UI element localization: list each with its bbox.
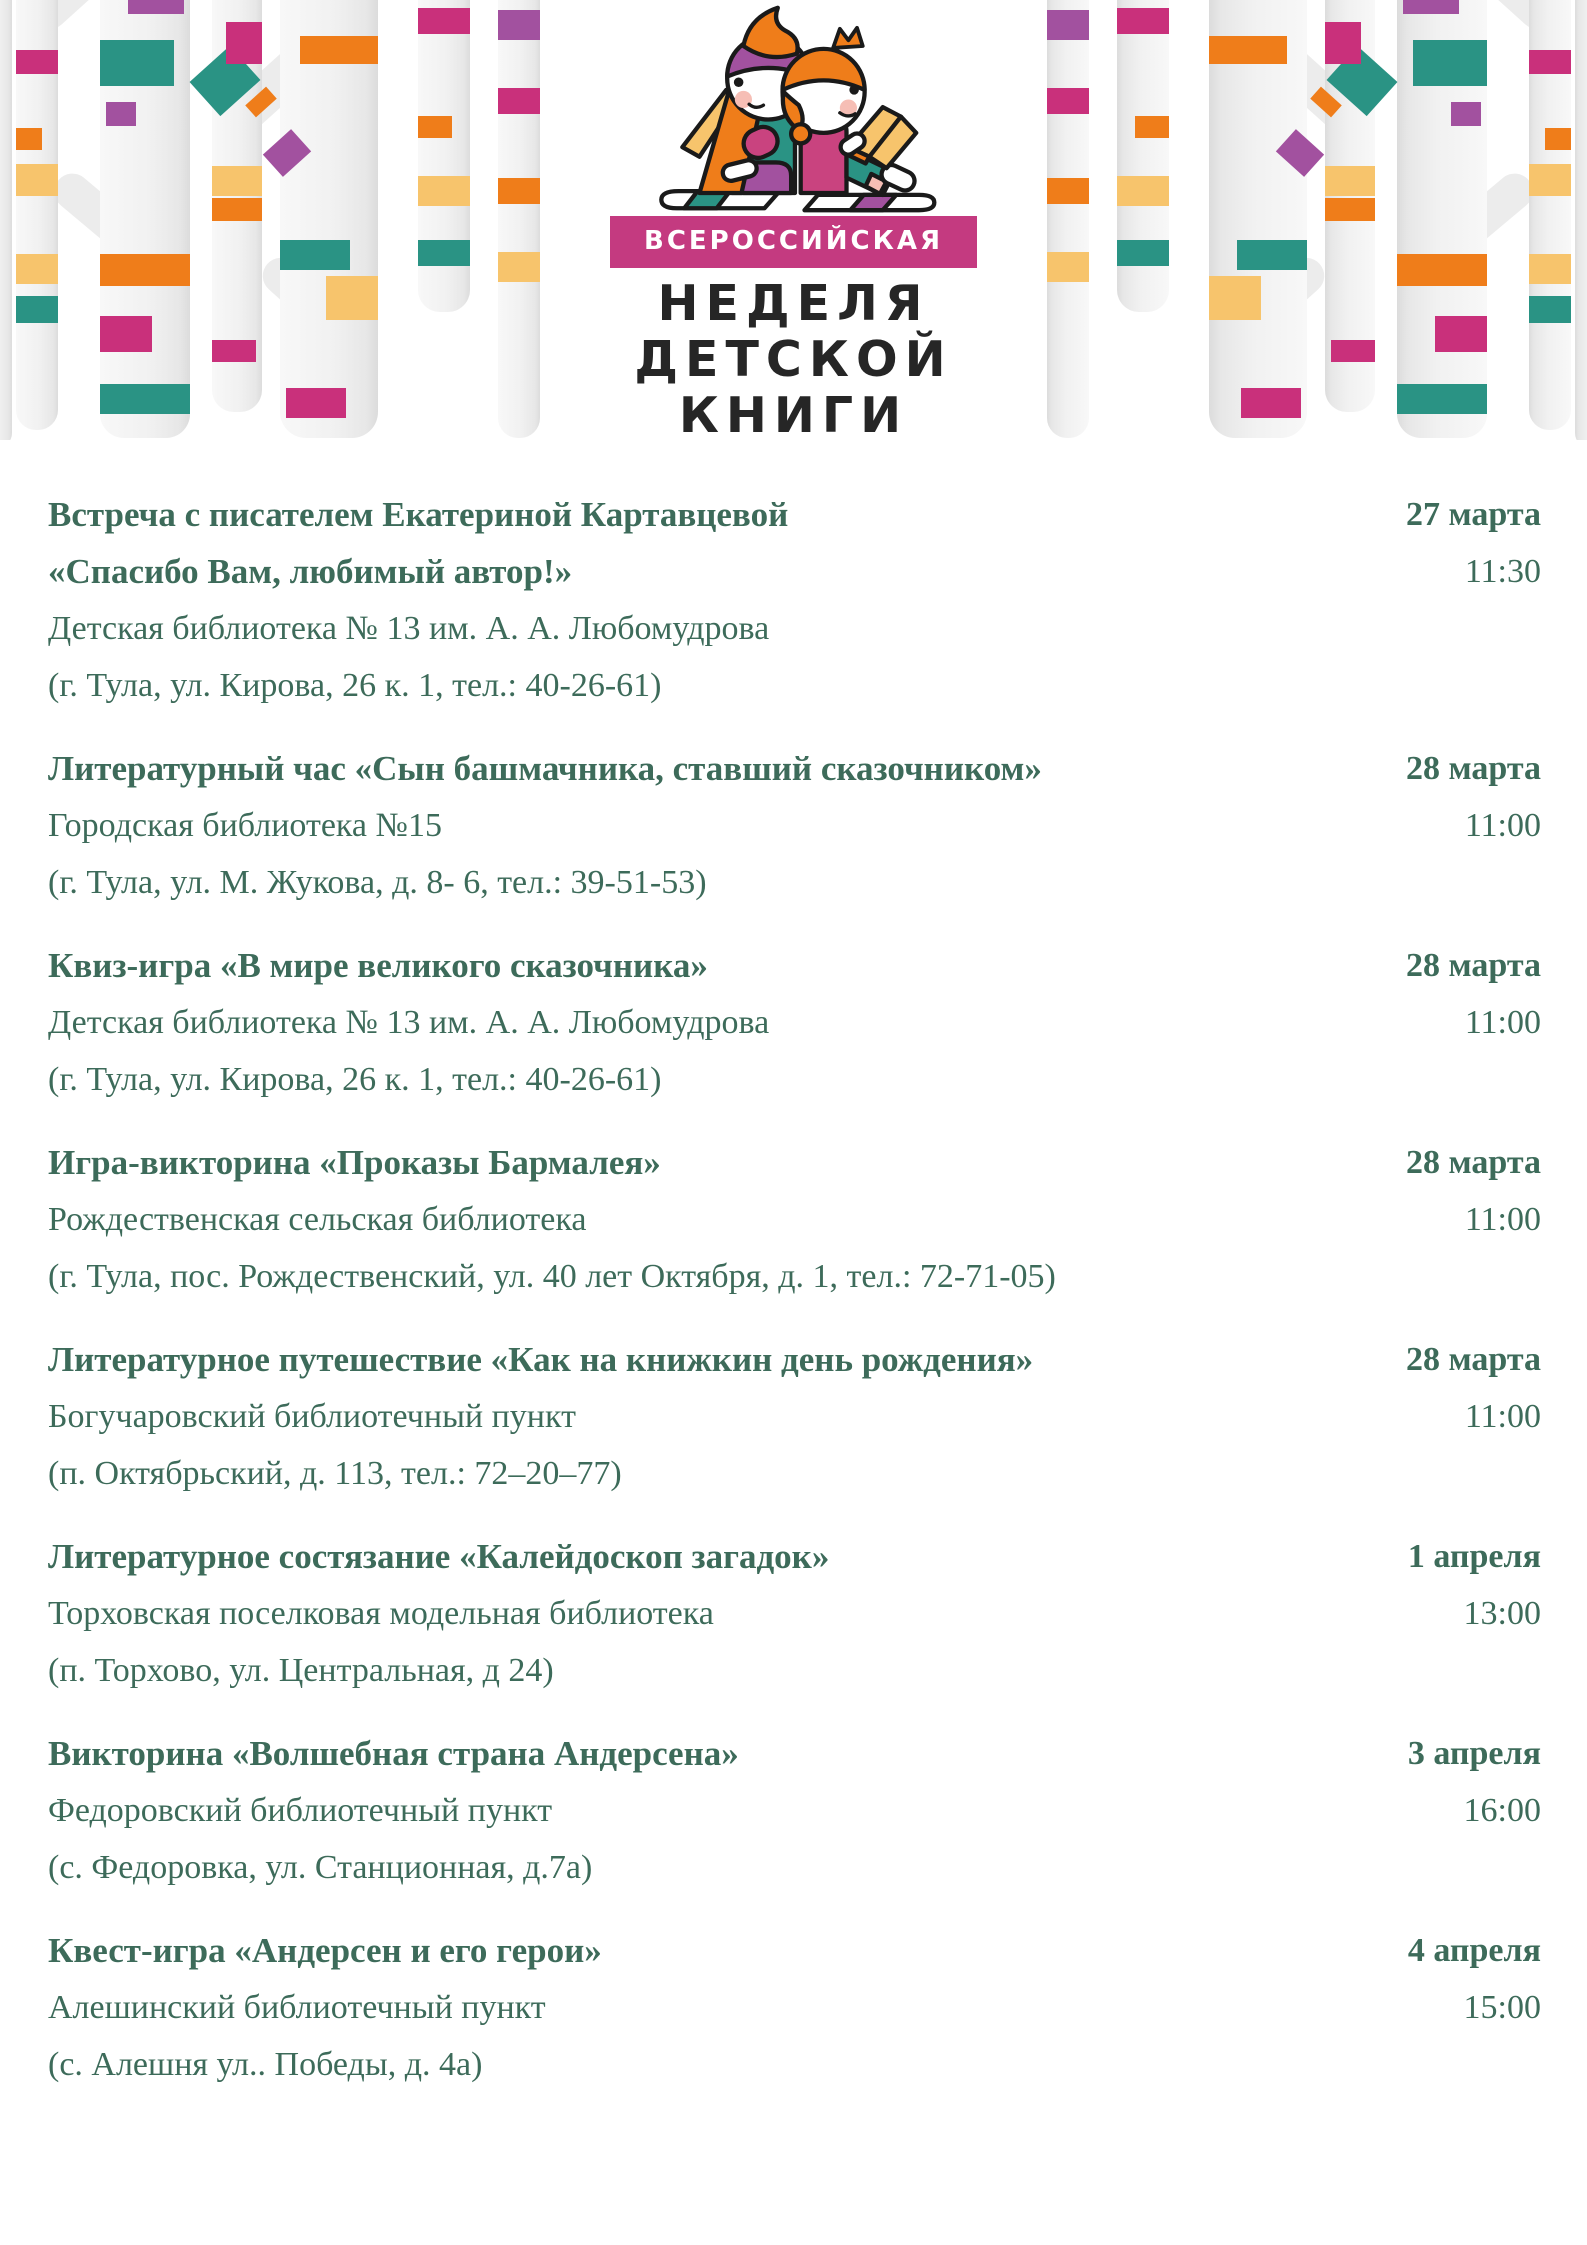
event-details (48, 1134, 1346, 1305)
event-address: (с. Федоровка, ул. Станционная, д.7а) (48, 1849, 593, 1886)
event-date: 1 апреля (1407, 1538, 1541, 1575)
event-title: Литературное путешествие «Как на книжкин день рождения» (48, 1340, 1034, 1379)
event-date: 28 марта (1405, 947, 1541, 984)
event-time: 13:00 (1463, 1595, 1541, 1632)
event-when (1346, 1528, 1541, 1642)
event-when (1346, 486, 1541, 600)
event-time: 15:00 (1463, 1989, 1541, 2026)
event-row (48, 740, 1541, 911)
event-address: (г. Тула, пос. Рождественский, ул. 40 лет Октября, д. 1, тел.: 72-71-05) (48, 1258, 1056, 1295)
event-date: 3 апреля (1407, 1735, 1541, 1772)
event-row (48, 486, 1541, 714)
logo-title-line-3: КНИГИ (678, 387, 909, 444)
birch-pattern-left (0, 0, 545, 440)
header (0, 0, 1587, 446)
event-venue: Богучаровский библиотечный пункт (48, 1398, 576, 1435)
event-row (48, 1134, 1541, 1305)
birch-pattern-right (1042, 0, 1587, 440)
event-date: 27 марта (1405, 496, 1541, 533)
birch-trees-illustration (1042, 0, 1587, 440)
event-when (1346, 740, 1541, 854)
event-venue: Детская библиотека № 13 им. А. А. Любомудрова (48, 1004, 770, 1041)
birch-trees-illustration (0, 0, 545, 440)
event-details (48, 1922, 1346, 2093)
event-row (48, 1331, 1541, 1502)
event-venue: Рождественская сельская библиотека (48, 1201, 587, 1238)
badge-vserossiyskaya: ВСЕРОССИЙСКАЯ (610, 216, 977, 268)
event-when (1346, 1134, 1541, 1248)
event-title: Встреча с писателем Екатериной Картавцевой (48, 495, 789, 534)
event-title: Викторина «Волшебная страна Андерсена» (48, 1734, 739, 1773)
event-address: (г. Тула, ул. Кирова, 26 к. 1, тел.: 40-26-61) (48, 1061, 662, 1098)
children-reading-logo-icon (632, 4, 956, 214)
event-venue: Городская библиотека №15 (48, 807, 442, 844)
logo-title (514, 276, 1074, 444)
event-time: 11:00 (1464, 1201, 1541, 1238)
events-list (0, 446, 1587, 2093)
event-time: 16:00 (1463, 1792, 1541, 1829)
event-row (48, 1528, 1541, 1699)
event-row (48, 1922, 1541, 2093)
event-venue: Детская библиотека № 13 им. А. А. Любомудрова (48, 610, 770, 647)
event-row (48, 937, 1541, 1108)
event-when (1346, 1331, 1541, 1445)
event-details (48, 486, 1346, 714)
event-address: (п. Октябрьский, д. 113, тел.: 72–20–77) (48, 1455, 622, 1492)
event-details (48, 1725, 1346, 1896)
event-date: 28 марта (1405, 1144, 1541, 1181)
event-address: (г. Тула, ул. Кирова, 26 к. 1, тел.: 40-26-61) (48, 667, 662, 704)
event-title-line-2: «Спасибо Вам, любимый автор!» (48, 552, 573, 591)
event-title: Литературный час «Сын башмачника, ставший сказочником» (48, 749, 1042, 788)
event-details (48, 740, 1346, 911)
event-title: Литературное состязание «Калейдоскоп загадок» (48, 1537, 830, 1576)
logo-title-line-2: ДЕТСКОЙ (634, 331, 953, 388)
event-address: (г. Тула, ул. М. Жукова, д. 8- 6, тел.: 39-51-53) (48, 864, 707, 901)
event-title: Игра-викторина «Проказы Бармалея» (48, 1143, 661, 1182)
event-details (48, 937, 1346, 1108)
event-date: 4 апреля (1407, 1932, 1541, 1969)
logo-title-line-1: НЕДЕЛЯ (657, 275, 930, 332)
event-address: (п. Торхово, ул. Центральная, д 24) (48, 1652, 554, 1689)
event-address: (с. Алешня ул.. Победы, д. 4а) (48, 2046, 483, 2083)
event-time: 11:00 (1464, 1004, 1541, 1041)
event-title: Квест-игра «Андерсен и его герои» (48, 1931, 602, 1970)
event-details (48, 1528, 1346, 1699)
logo (514, 4, 1074, 444)
event-date: 28 марта (1405, 1341, 1541, 1378)
event-venue: Торховская поселковая модельная библиотека (48, 1595, 714, 1632)
event-when (1346, 1725, 1541, 1839)
event-time: 11:00 (1464, 807, 1541, 844)
event-title: Квиз-игра «В мире великого сказочника» (48, 946, 708, 985)
event-date: 28 марта (1405, 750, 1541, 787)
event-venue: Федоровский библиотечный пункт (48, 1792, 553, 1829)
event-venue: Алешинский библиотечный пункт (48, 1989, 546, 2026)
event-when (1346, 937, 1541, 1051)
event-time: 11:30 (1464, 553, 1541, 590)
event-when (1346, 1922, 1541, 2036)
event-details (48, 1331, 1346, 1502)
event-row (48, 1725, 1541, 1896)
event-time: 11:00 (1464, 1398, 1541, 1435)
